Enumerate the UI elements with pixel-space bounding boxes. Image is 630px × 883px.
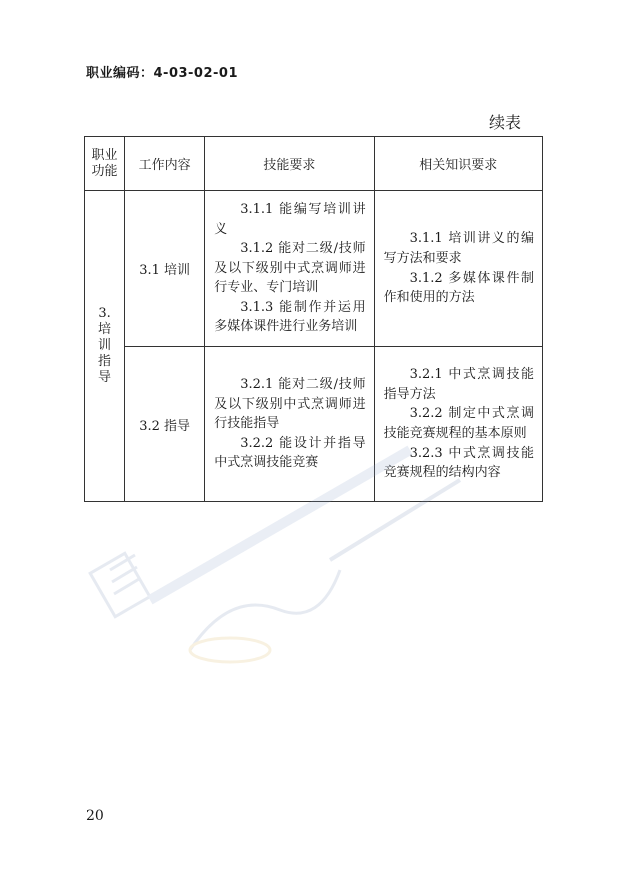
work-content-cell: 3.1 培训	[125, 191, 205, 347]
occupation-code: 职业编码：4-03-02-01	[86, 66, 239, 81]
header-skill-requirements: 技能要求	[205, 137, 374, 191]
skills-table	[84, 136, 543, 502]
header-knowledge-requirements: 相关知识要求	[374, 137, 542, 191]
skill-item: 3.1.1 能编写培训讲义	[214, 201, 366, 237]
skill-cell	[205, 191, 374, 347]
header-work-content: 工作内容	[125, 137, 205, 191]
continued-label: 续表	[489, 113, 522, 132]
table-header-row	[85, 137, 543, 191]
work-content-cell: 3.2 指导	[125, 347, 205, 502]
function-char: 指	[98, 354, 112, 369]
knowledge-item: 3.2.2 制定中式烹调技能竞赛规程的基本原则	[383, 406, 534, 441]
knowledge-cell	[374, 191, 542, 347]
skill-item: 3.2.1 能对二级/技师及以下级别中式烹调师进行技能指导	[214, 377, 366, 432]
knowledge-item: 3.1.2 多媒体课件制作和使用的方法	[383, 270, 534, 306]
function-cell	[85, 191, 125, 502]
function-char: 训	[98, 338, 112, 353]
function-char: 导	[98, 370, 112, 385]
function-number: 3.	[98, 306, 111, 321]
skill-item: 3.1.2 能对二级/技师及以下级别中式烹调师进行专业、专门培训	[214, 241, 366, 296]
table-row	[85, 191, 543, 347]
page-number: 20	[86, 808, 104, 824]
header-function: 职业 功能	[85, 137, 125, 191]
skill-item: 3.2.2 能设计并指导中式烹调技能竞赛	[214, 435, 366, 471]
skill-item: 3.1.3 能制作并运用多媒体课件进行业务培训	[214, 299, 366, 335]
skill-cell	[205, 347, 374, 502]
knowledge-item: 3.1.1 培训讲义的编写方法和要求	[383, 231, 534, 266]
knowledge-cell	[374, 347, 542, 502]
knowledge-item: 3.2.1 中式烹调技能指导方法	[383, 367, 534, 402]
table-row	[85, 347, 543, 502]
function-char: 培	[98, 322, 112, 337]
knowledge-item: 3.2.3 中式烹调技能竞赛规程的结构内容	[383, 445, 534, 481]
